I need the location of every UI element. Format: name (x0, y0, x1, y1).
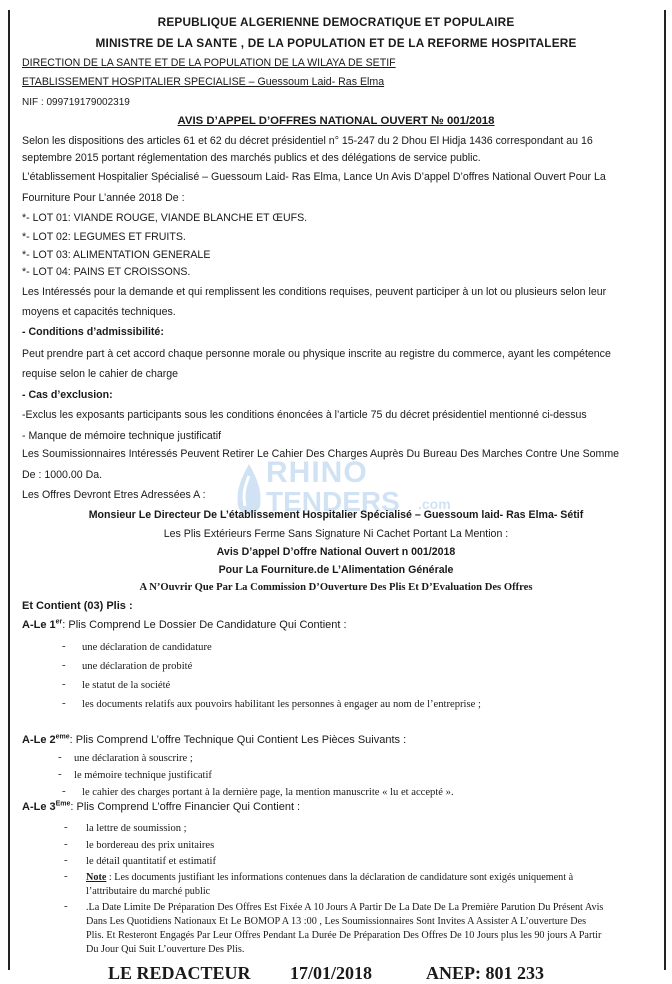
header-direction: DIRECTION DE LA SANTE ET DE LA POPULATION DE LA WILAYA DE SETIF (22, 57, 396, 69)
contient-plis: Et Contient (03) Plis : (22, 600, 133, 612)
header-republic: REPUBLIQUE ALGERIENNE DEMOCRATIQUE ET POPULAIRE (157, 15, 515, 29)
pli-1-item: le statut de la société (82, 680, 171, 691)
pli-3-item: le détail quantitatif et estimatif (86, 856, 217, 867)
bullet-dash: - (64, 900, 68, 912)
bullet-dash: - (64, 821, 68, 833)
note-line-1: Note : Les documents justifiant les informations contenues dans la déclaration de candidature sont exigés uniquement à (86, 872, 574, 883)
watermark-tenders: TENDERS (266, 486, 400, 517)
intro-line-2: septembre 2015 portant réglementation des marchés publics et des délégations de service public. (22, 152, 481, 164)
bullet-dash: - (58, 768, 62, 780)
exclusion-line-2: - Manque de mémoire technique justificatif (22, 430, 222, 442)
destinataire-line-5: A N’Ouvrir Que Par La Commission D’Ouverture Des Plis Et D’Evaluation Des Offres (139, 582, 533, 593)
lot-item: *- LOT 02: LEGUMES ET FRUITS. (22, 231, 186, 243)
intro-line-1: Selon les dispositions des articles 61 et 62 du décret présidentiel n° 15-247 du 2 Dhou El Hidja 1436 correspondant au 16 (22, 135, 593, 147)
bullet-dash: - (62, 659, 66, 671)
retrait-line-1: Les Soumissionnaires Intéressés Peuvent Retirer Le Cahier Des Charges Auprès Du Bureau Des Marches Contre Une Somme (22, 448, 620, 460)
notice-title: AVIS D’APPEL D’OFFRES NATIONAL OUVERT № 001/2018 (177, 115, 495, 127)
bullet-dash: - (62, 678, 66, 690)
destinataire-line-3: Avis D’appel D’offre National Ouvert n 001/2018 (216, 546, 456, 558)
pli-1-item: une déclaration de probité (82, 661, 193, 672)
intro-line-3: L’établissement Hospitalier Spécialisé – Guessoum Laid- Ras Elma, Lance Un Avis D’appel D’offres National Ouvert Pour La (22, 171, 606, 183)
header-ministry: MINISTRE DE LA SANTE , DE LA POPULATION ET DE LA REFORME HOSPITALERE (95, 36, 577, 50)
pli-3-item: la lettre de soumission ; (86, 823, 187, 834)
pli-2-item: une déclaration à souscrire ; (74, 753, 193, 764)
destinataire-line-4: Pour La Fourniture.de L’Alimentation Générale (218, 564, 454, 576)
offres-adresse: Les Offres Devront Etres Adressées A : (22, 489, 206, 501)
footer-date: 17/01/2018 (290, 963, 373, 983)
pli-2-item: le cahier des charges portant à la dernière page, la mention manuscrite « lu et accepté ». (82, 787, 454, 798)
exclusion-title: - Cas d’exclusion: (22, 389, 113, 401)
watermark-com: .com (418, 496, 451, 512)
pli-3-item: le bordereau des prix unitaires (86, 840, 215, 851)
bullet-dash: - (62, 697, 66, 709)
retrait-line-2: De : 1000.00 Da. (22, 469, 103, 481)
page-border-left (8, 10, 10, 970)
note-line-2: l’attributaire du marché public (86, 886, 211, 897)
intro-line-4: Fourniture Pour L’année 2018 De : (22, 192, 185, 204)
delai-line-2: Dans Les Quotidiens Nationaux Et Le BOMOP A 13 :00 , Les Soumissionnaires Sont Invites A Assister A L’ouverture Des (86, 916, 587, 927)
lot-item: *- LOT 04: PAINS ET CROISSONS. (22, 266, 191, 278)
delai-line-1: .La Date Limite De Préparation Des Offres Est Fixée A 10 Jours A Partir De La Date De La Première Parution Du Présent Avis (86, 902, 604, 913)
bullet-dash: - (64, 838, 68, 850)
destinataire-line-1: Monsieur Le Directeur De L’établissement Hospitalier Spécialisé – Guessoum laid- Ras Elma- Sétif (88, 509, 584, 521)
header-nif: NIF : 099719179002319 (22, 97, 130, 108)
footer-anep: ANEP: 801 233 (426, 963, 544, 983)
bullet-dash: - (62, 785, 66, 797)
pli-1-item: les documents relatifs aux pouvoirs habilitant les personnes à engager au nom de l’entreprise ; (82, 699, 481, 710)
pli-2-item: le mémoire technique justificatif (74, 770, 212, 781)
destinataire-line-2: Les Plis Extérieurs Ferme Sans Signature Ni Cachet Portant La Mention : (163, 528, 509, 540)
admissibilite-title: - Conditions d’admissibilité: (22, 326, 164, 338)
exclusion-line-1: -Exclus les exposants participants sous les conditions énoncées à l’article 75 du décret présidentiel mentionné ci-dessus (22, 409, 587, 421)
lot-item: *- LOT 03: ALIMENTATION GENERALE (22, 249, 211, 261)
pli-1-heading: A-Le 1er: Plis Comprend Le Dossier De Candidature Qui Contient : (22, 618, 347, 631)
pli-1-item: une déclaration de candidature (82, 642, 212, 653)
bullet-dash: - (64, 854, 68, 866)
lot-item: *- LOT 01: VIANDE ROUGE, VIANDE BLANCHE ET ŒUFS. (22, 212, 308, 224)
interesses-line-2: moyens et capacités techniques. (22, 306, 176, 318)
admissibilite-line-1: Peut prendre part à cet accord chaque personne morale ou physique inscrite au registre du commerce, ayant les compétence (22, 348, 611, 360)
delai-line-3: Plis. Et Resteront Engagés Par Leur Offres Pendant La Durée De Préparation Des Offres De 10 Jours plus les 90 jours A Partir (86, 930, 602, 941)
delai-line-4: Du Jour Qui Suit L’ouverture Des Plis. (86, 944, 245, 955)
bullet-dash: - (58, 751, 62, 763)
bullet-dash: - (64, 870, 68, 882)
footer-redacteur: LE REDACTEUR (108, 963, 251, 983)
admissibilite-line-2: requise selon le cahier de charge (22, 368, 179, 380)
pli-2-heading: A-Le 2eme: Plis Comprend L’offre Technique Qui Contient Les Pièces Suivants : (22, 733, 407, 746)
page-border-right (664, 10, 666, 970)
bullet-dash: - (62, 640, 66, 652)
interesses-line-1: Les Intéressés pour la demande et qui remplissent les conditions requises, peuvent participer à un lot ou plusieurs selon leur (22, 286, 607, 298)
header-etablissement: ETABLISSEMENT HOSPITALIER SPECIALISE – Guessoum Laid- Ras Elma (22, 76, 385, 88)
pli-3-heading: A-Le 3Eme: Plis Comprend L’offre Financier Qui Contient : (22, 800, 301, 813)
watermark-rhino: RHINO (266, 456, 368, 489)
